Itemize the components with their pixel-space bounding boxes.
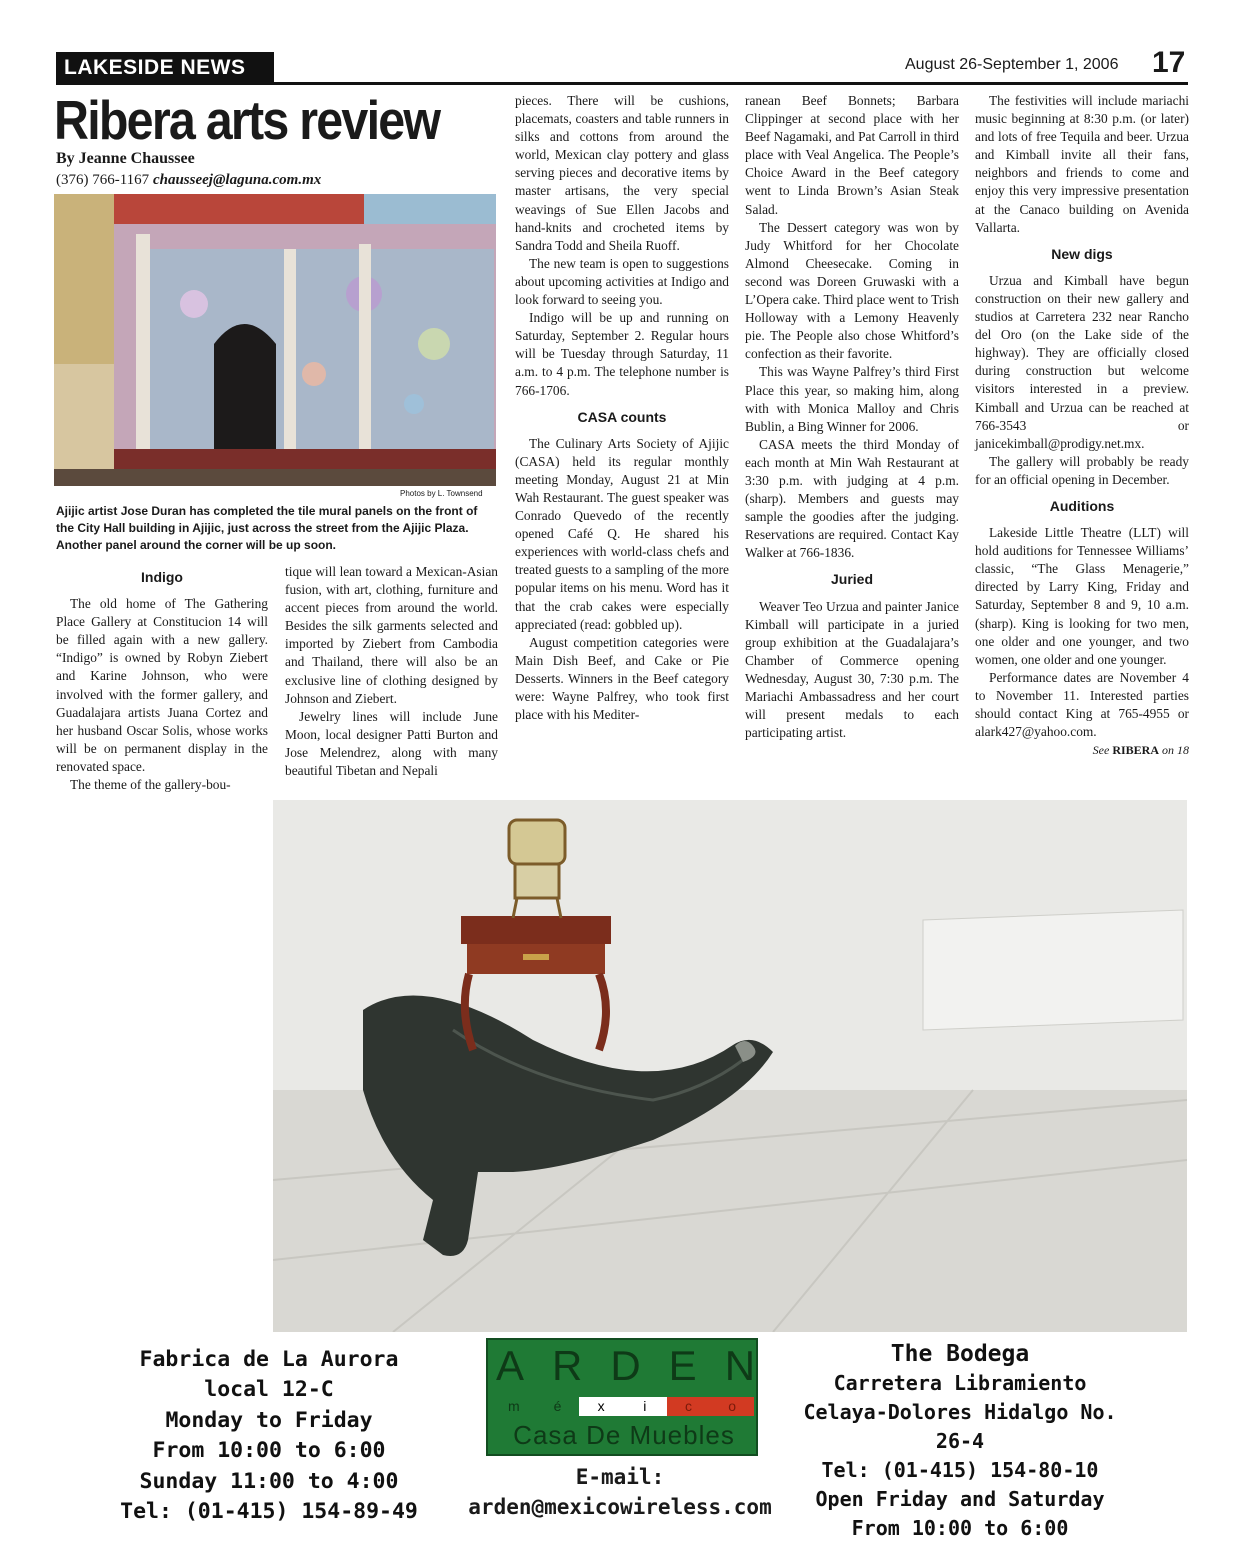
contact-phone: (376) 766-1167 [56, 172, 150, 188]
paragraph: ranean Beef Bonnets; Barbara Clippinger at second place with her Beef Nagamaki, and Pat Carroll in third place with Veal Angelica. The People’s Choice Award in the Beef category went to Linda Brown’s Asian Steak Salad. [745, 93, 959, 217]
ad-left-line: Monday to Friday [165, 1407, 373, 1433]
photo-caption: Ajijic artist Jose Duran has completed the tile mural panels on the front of the City Hall building in Ajijic, just across the street from the Ajijic Plaza. Another panel around the corner will be up soon. [56, 504, 478, 552]
masthead-label: LAKESIDE NEWS [64, 56, 246, 79]
paragraph: The Dessert category was won by Judy Whitford for her Chocolate Almond Cheesecake. Coming in second was Doreen Gruwaski with a L’Opera cake. Third place went to Trish Holloway with a Lemony Heavenly pie. The People also chose Whitford’s confection as their favorite. [745, 219, 959, 362]
paragraph: pieces. There will be cushions, placemats, coasters and table runners in silks and cottons from around the world, Mexican clay pottery and glass serving pieces and decorative items by master artisans, the very special weavings of Sue Ellen Jacobs and hand-knits and crocheted items by Sandra Todd and Sheila Ruoff. [515, 93, 729, 253]
arden-logo-flag-band: m é x i c o [492, 1397, 754, 1416]
article-column-4 [745, 92, 959, 742]
article-column-1 [56, 560, 268, 794]
paragraph: The festivities will include mariachi music beginning at 8:30 p.m. (or later) and lots of free Tequila and beer. Urzua and Kimball invite all their fans, neighbors and friends to come and enjoy this very impressive presentation at the Canaco building on Avenida Vallarta. [975, 93, 1189, 235]
ad-left-line: Sunday 11:00 to 4:00 [139, 1468, 399, 1494]
section-heading-casa-counts: CASA counts [577, 408, 667, 425]
ad-fabrica-info [104, 1345, 434, 1527]
ad-right-line: From 10:00 to 6:00 [851, 1516, 1069, 1540]
issue-date: August 26-September 1, 2006 [905, 56, 1119, 73]
ad-email-label: E-mail: [575, 1465, 665, 1489]
continued-on-link[interactable]: See RIBERA on 18 [1092, 743, 1189, 758]
mural-illustration [54, 194, 496, 486]
ad-left-line: From 10:00 to 6:00 [152, 1438, 386, 1464]
paragraph: This was Wayne Palfrey’s third First Place this year, so making him, along with with Monica Malloy and Chris Bublin, a Bing Winner for 2006. [745, 364, 959, 434]
contact-email: chausseej@laguna.com.mx [152, 172, 322, 188]
ad-right-line: Open Friday and Saturday [815, 1487, 1105, 1511]
article-column-3 [515, 92, 729, 724]
header-rule [56, 82, 1188, 85]
ad-right-line: Carretera Libramiento [833, 1371, 1087, 1395]
paragraph: August competition categories were Main Dish Beef, and Cake or Pie Desserts. Winners in the Beef category were: Wayne Palfrey, who took first place with his Mediter- [515, 634, 729, 723]
paragraph: The theme of the gallery-bou- [70, 777, 231, 793]
shoe-sculpture-photo [273, 800, 1187, 1332]
paragraph: tique will lean toward a Mexican-Asian fusion, with art, clothing, furniture and accent pieces from around the world. Besides the silk garments selected and imported by Ziebert from Cambodia and Thailand, there will also be an exclusive line of clothing designed by Johnson and Ziebert. [285, 564, 498, 706]
ad-bodega-info [790, 1340, 1130, 1543]
ad-left-line: Tel: (01-415) 154-89-49 [120, 1499, 418, 1525]
paragraph: The old home of The Gathering Place Gallery at Constitucion 14 will be filled again with a new gallery. “Indigo” is owned by Robyn Ziebert and Karine Johnson, who were involved with the former gallery, and Guadalajara artists Juana Cortez and her husband Oscar Solis, whose works will be on permanent display in the renovated space. [56, 596, 268, 774]
paragraph: CASA meets the third Monday of each month at Min Wah Restaurant at 3:30 p.m. with judging at 4 p.m. (sharp). Members and guests may sample the goodies after the judging. Reservations are required. Contact Kay Walker at 766-1836. [745, 436, 959, 561]
ad-email-address[interactable]: arden@mexicowireless.com [468, 1495, 772, 1519]
ad-left-line: local 12-C [204, 1377, 334, 1403]
paragraph: Weaver Teo Urzua and painter Janice Kimball will participate in a juried group exhibition at the Guadalajara’s Chamber of Commerce opening Wednesday, August 30, 7:30 p.m. The Mariachi Ambassadress and her court will present medals to each participating artist. [745, 598, 959, 741]
article-column-5 [975, 92, 1189, 759]
shoe-sculpture-illustration [273, 800, 1187, 1332]
masthead [56, 52, 274, 82]
headline: Ribera arts review [54, 89, 440, 151]
arden-logo-tagline: Casa De Muebles [513, 1420, 735, 1450]
arden-logo [486, 1338, 784, 1456]
paragraph: Urzua and Kimball have begun construction on their new gallery and studios at Carretera 232 near Rancho del Oro (on the Lake side of the highway). They are officially closed during construction but welcome visitors interested in a preview. Kimball and Urzua can be reached at 766-3543 or janicekimball@prodigy.net.mx. [975, 272, 1189, 451]
section-heading-new-digs: New digs [1051, 245, 1113, 262]
byline: By Jeanne Chaussee [56, 150, 195, 167]
paragraph: Lakeside Little Theatre (LLT) will hold auditions for Tennessee Williams’ classic, “The Glass Menagerie,” directed by Larry King, Friday and Saturday, September 8 and 9, 10 a.m. (sharp). King is looking for two men, one older and one younger, and two women, one older and one younger. [975, 525, 1189, 667]
ad-right-line: Celaya-Dolores Hidalgo No. 26-4 [803, 1400, 1117, 1453]
paragraph: Performance dates are November 4 to November 11. Interested parties should contact King at 765-4955 or alark427@yahoo.com. [975, 669, 1189, 740]
paragraph: Indigo will be up and running on Saturday, September 2. Regular hours will be Tuesday through Saturday, 11 a.m. to 4 p.m. The telephone number is 766-1706. [515, 310, 729, 398]
paragraph: The gallery will probably be ready for an official opening in December. [975, 453, 1189, 487]
section-heading-juried: Juried [830, 571, 873, 588]
arden-logo-wordmark: ARDEN [496, 1342, 784, 1389]
article-column-2 [285, 563, 498, 780]
paragraph: Jewelry lines will include June Moon, local designer Patti Burton and Jose Melendrez, along with many beautiful Tibetan and Nepali [285, 708, 498, 779]
paragraph: The Culinary Arts Society of Ajijic (CASA) held its regular monthly meeting Monday, August 21 at Min Wah Restaurant. The guest speaker was Conrado Quevedo of the recently opened Café Q. He shared his experiences with world-class chefs and treated guests to a sampling of the more popular items on his menu. Word has it that the crab cakes were especially appreciated (read: gobbled up). [515, 435, 729, 632]
ad-email-block [430, 1462, 810, 1522]
ad-bodega-title: The Bodega [890, 1341, 1030, 1367]
paragraph: The new team is open to suggestions about upcoming activities at Indigo and look forward to seeing you. [515, 255, 729, 308]
ad-left-line: Fabrica de La Aurora [139, 1347, 399, 1372]
city-hall-mural-photo [54, 194, 496, 486]
ad-right-line: Tel: (01-415) 154-80-10 [821, 1458, 1099, 1482]
section-heading-indigo: Indigo [141, 569, 183, 585]
contact-line [56, 172, 321, 189]
section-heading-auditions: Auditions [1049, 497, 1115, 514]
photo-credit: Photos by L. Townsend [400, 489, 483, 498]
page-number: 17 [1152, 46, 1186, 79]
